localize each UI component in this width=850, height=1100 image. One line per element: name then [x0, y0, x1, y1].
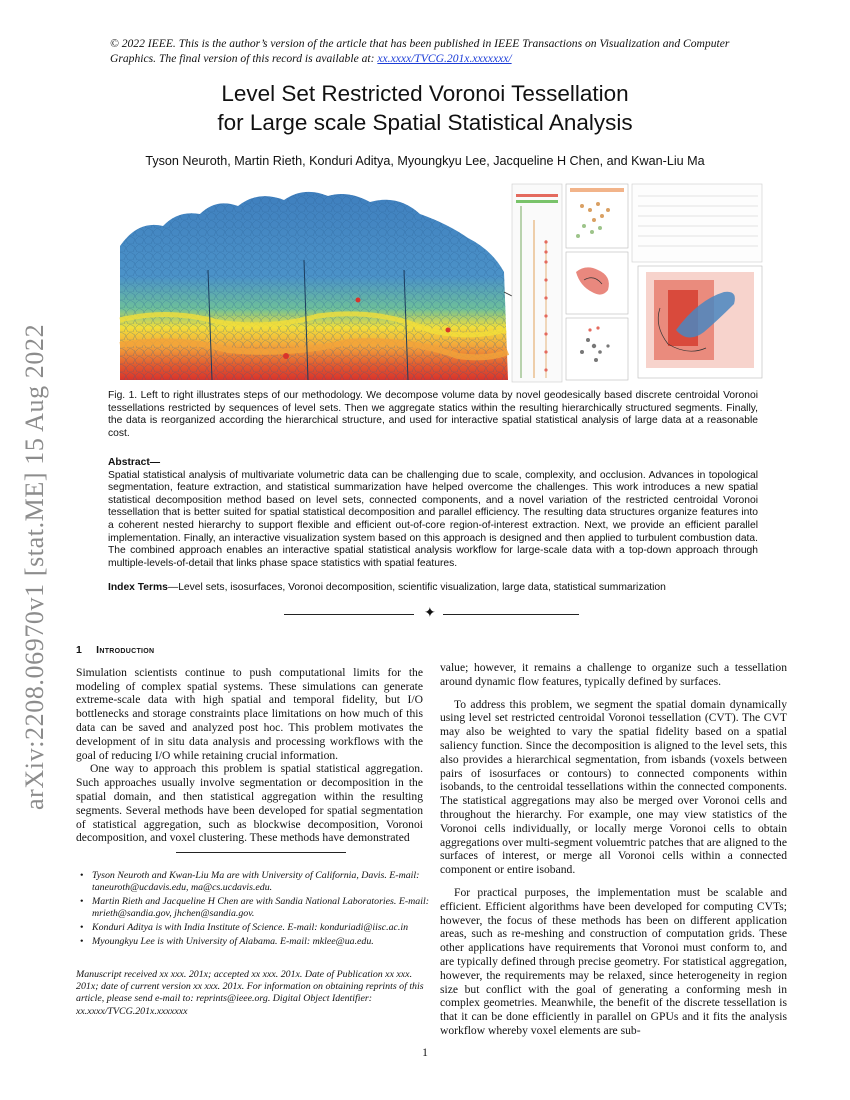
figure-caption: Fig. 1. Left to right illustrates steps of our methodology. We decompose volume data by novel geodesically based discrete centroidal Voronoi tessellations restricted by sequences of level sets. Then we aggregate statics within the resulting hierarchically structured segments. Finally, the data is reorganized according the hierarchical structure, and used for interactive spatial statistical analysis of large data at a reasonable cost.	[108, 390, 758, 439]
doi-link[interactable]: xx.xxxx/TVCG.201x.xxxxxxx/	[377, 52, 512, 65]
hierarchy-panel	[512, 184, 562, 382]
notice-text: © 2022 IEEE. This is the author’s version of the article that has been published in IEEE Transactions on Visualization and Computer Graphics. The final version of this record is available at:	[110, 37, 730, 65]
footnote-rule	[176, 852, 346, 853]
index-terms-heading: Index Terms	[108, 582, 168, 593]
separator-right	[443, 614, 579, 615]
footnote-item: • Tyson Neuroth and Kwan-Liu Ma are with University of California, Davis. E-mail: taneuroth@ucdavis.edu, ma@cs.ucdavis.edu.	[80, 870, 432, 894]
right-paragraph-3: For practical purposes, the implementation must be scalable and efficient. Efficient algorithms have been developed for computing CVTs; however, the focus of these methods has been on different application areas, such as re-meshing and construction of computation grids. These other applications have requirements that Voronoi must conform to, and are typically defined through precise geometry. For statistical aggregation, however, the requirements may be relaxed, since heterogeneity in region size but conflict with the goal of generating a conforming mesh in complex geometries. Meanwhile, the benefit of the discrete tessellation is that it can be done efficiently in parallel on GPUs and it fits the analysis workflow whereby voxel elements are sub-	[440, 885, 787, 1037]
arxiv-stamp: arXiv:2208.06970v1 [stat.ME] 15 Aug 2022	[20, 323, 49, 810]
footnote-item: • Martin Rieth and Jacqueline H Chen are with Sandia National Laboratories. E-mail: mrieth@sandia.gov, jhchen@sandia.gov.	[80, 896, 432, 920]
statistics-panel	[632, 184, 762, 378]
right-paragraph-2: To address this problem, we segment the spatial domain dynamically using level set restricted centroidal Voronoi tessellation (CVT). The CVT may also be weighted to vary the spatial fidelity based on a spatial saliency function. Since the decomposition is aligned to the level sets, this also provides a hierarchical segmentation, from isbands (voxels between pairs of isosurfaces or contours) to connected components within isobands, to the centroidal tessellations within the connected components. The statistical aggregations may also be merged over Voronoi cells and throughout the hierarchy. For example, one may view statistics of the Voronoi cells individually, or locally merge Voronoi cells to obtain aggregations over multi-segment voluemtric patches that are aligned to the surfaces of interest, or merge all Voronoi cells within a connected component or entire isoband.	[440, 697, 787, 877]
intro-paragraph-1: Simulation scientists continue to push computational limits for the modeling of complex spatial systems. These simulations can generate extreme-scale data with high spatial and temporal fidelity, but I/O bottlenecks and storage constraints place limitations on how much of this data can be saved and analyzed post hoc. This problem motivates the development of in situ data analysis and processing workflows with the goal of reducing I/O while retaining crucial information.	[76, 665, 423, 762]
abstract: Abstract— Spatial statistical analysis of multivariate volumetric data can be challenging due to scale, complexity, and occlusion. Advances in topological segmentation, feature extraction, and statistical summarization have helped overcome the challenges. This work introduces a new spatial statistical decomposition method based on level sets, connected components, and a novel variation of the restricted centroidal Voronoi tessellation that is better suited for spatial statistical decomposition and parallel efficiency. The resulting data structures organize features into a coherent nested hierarchy to support flexible and efficient out-of-core region-of-interest extraction. Next, we provide an efficient parallel implementation. Finally, an interactive visualization system based on this approach is designed and then applied to turbulent combustion data. The combined approach enables an interactive spatial statistical analysis workflow for large-scale data with a top-down approach through multiple-levels-of-detail that links phase space statistics with spatial features.	[108, 457, 758, 569]
section-title: Introduction	[96, 644, 155, 656]
right-column	[440, 661, 787, 1038]
separator-diamond-icon: ✦	[424, 606, 436, 621]
title-line-2: for Large scale Spatial Statistical Analysis	[217, 110, 633, 135]
left-column	[76, 644, 423, 845]
title-line-1: Level Set Restricted Voronoi Tessellation	[221, 81, 629, 106]
footnote-item: • Konduri Aditya is with India Institute of Science. E-mail: konduriadi@iisc.ac.in	[80, 922, 432, 934]
section-number: 1	[76, 644, 83, 656]
right-paragraph-1: value; however, it remains a challenge to organize such a tessellation around dynamic flow features, typically defined by surfaces.	[440, 661, 787, 688]
intro-paragraph-2: One way to approach this problem is spatial statistical aggregation. Such approaches usually involve segmentation or decomposition in the spatial domain, and then statistical aggregation within the resulting segments. Several methods have been developed for spatial segmentation of statistical aggregation, such as blockwise decomposition, Voronoi decomposition, and voxel clustering. These methods have demonstrated	[76, 762, 423, 845]
author-list: Tyson Neuroth, Martin Rieth, Konduri Aditya, Myoungkyu Lee, Jacqueline H Chen, and Kwan-Liu Ma	[145, 154, 705, 168]
phase-space-panels	[566, 184, 628, 380]
volume-render	[120, 192, 508, 380]
separator-left	[284, 614, 414, 615]
copyright-notice	[110, 36, 760, 66]
teaser-figure	[108, 180, 768, 386]
section-heading	[76, 644, 423, 658]
manuscript-note: Manuscript received xx xxx. 201x; accepted xx xxx. 201x. Date of Publication xx xxx. 201x; date of current version xx xxx. 201x. For information on obtaining reprints of this article, please send e-mail to: reprints@ieee.org. Digital Object Identifier: xx.xxxx/TVCG.201x.xxxxxxx	[76, 969, 424, 1017]
footnote-item: • Myoungkyu Lee is with University of Alabama. E-mail: mklee@ua.edu.	[80, 936, 432, 948]
affiliation-footnotes	[80, 870, 432, 949]
page-number: 1	[422, 1046, 428, 1059]
paper-title	[0, 79, 850, 137]
abstract-heading: Abstract	[108, 457, 150, 468]
index-terms-text: Level sets, isosurfaces, Voronoi decomposition, scientific visualization, large data, statistical summarization	[178, 582, 666, 593]
index-terms: Index Terms—Level sets, isosurfaces, Voronoi decomposition, scientific visualization, large data, statistical summarization	[108, 582, 666, 593]
abstract-text: Spatial statistical analysis of multivariate volumetric data can be challenging due to scale, complexity, and occlusion. Advances in topological segmentation, feature extraction, and statistical summarization have helped overcome the challenges. This work introduces a new spatial statistical decomposition method based on level sets, connected components, and a novel variation of the restricted centroidal Voronoi tessellation that is better suited for spatial statistical decomposition and parallel efficiency. The resulting data structures organize features into a coherent nested hierarchy to support flexible and efficient out-of-core region-of-interest extraction. Next, we provide an efficient parallel implementation. Finally, an interactive visualization system based on this approach is designed and then applied to turbulent combustion data. The combined approach enables an interactive spatial statistical analysis workflow for large-scale data with a top-down approach through multiple-levels-of-detail that links phase space statistics with spatial features.	[108, 469, 758, 569]
